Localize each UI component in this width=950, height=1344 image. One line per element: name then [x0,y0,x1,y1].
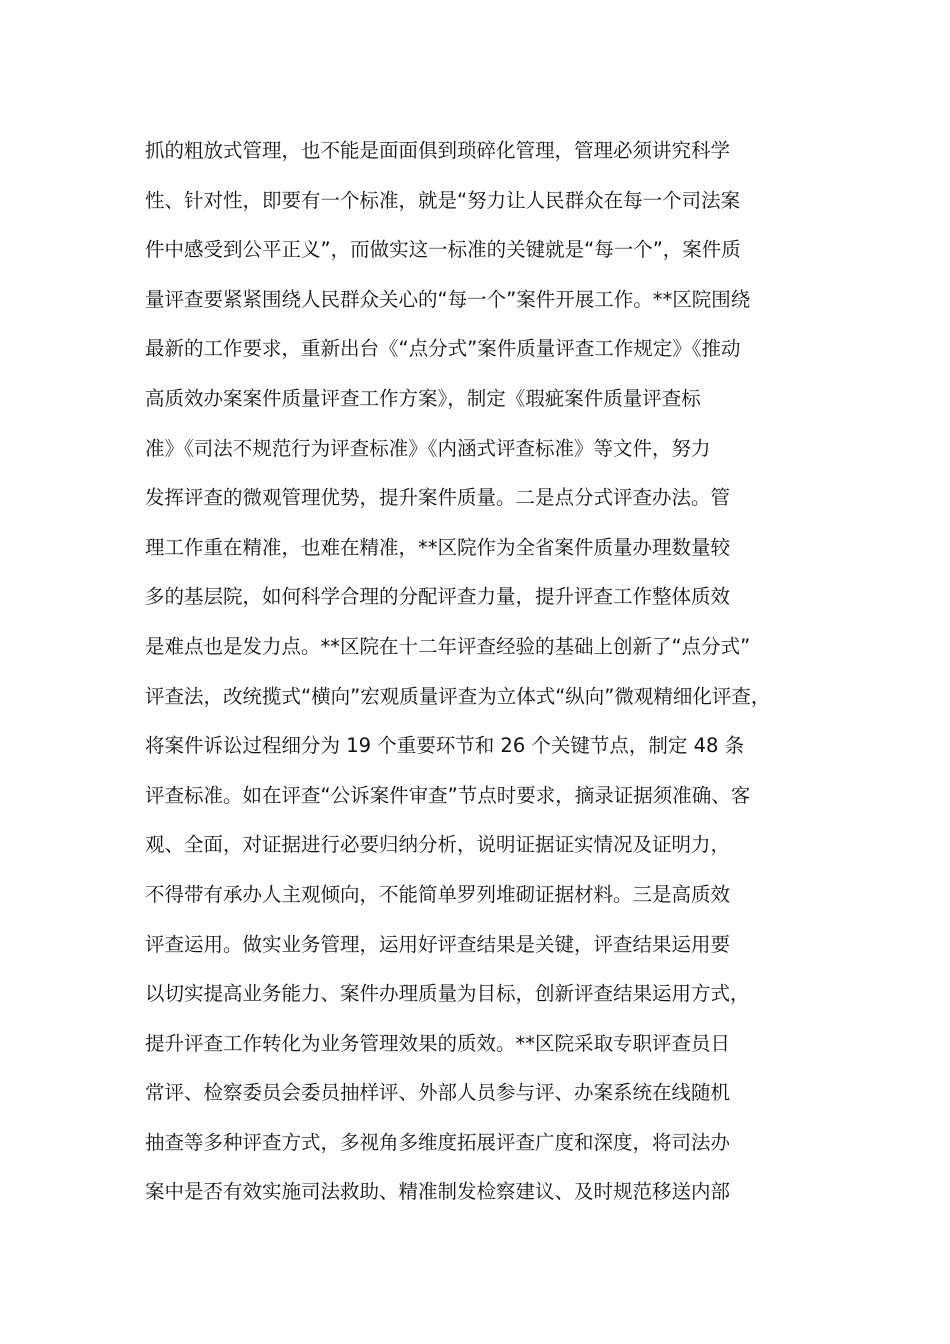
text-line: 观、全面，对证据进行必要归纳分析，说明证据证实情况及证明力， [145,833,731,857]
text-line: 发挥评查的微观管理优势，提升案件质量。二是点分式评查办法。管 [145,486,731,510]
text-line: 性、针对性，即要有一个标准，就是“努力让人民群众在每一个司法案 [145,188,741,212]
text-line: 量评查要紧紧围绕人民群众关心的“每一个”案件开展工作。**区院围绕 [145,287,751,311]
text-line: 以切实提高业务能力、案件办理质量为目标，创新评查结果运用方式， [145,982,750,1006]
text-line: 评查运用。做实业务管理，运用好评查结果是关键，评查结果运用要 [145,932,731,956]
text-line: 将案件诉讼过程细分为 19 个重要环节和 26 个关键节点，制定 48 条 [145,734,745,758]
text-line: 是难点也是发力点。**区院在十二年评查经验的基础上创新了“点分式” [145,634,751,658]
text-line: 提升评查工作转化为业务管理效果的质效。**区院采取专职评查员日 [145,1031,731,1055]
text-line: 常评、检察委员会委员抽样评、外部人员参与评、办案系统在线随机 [145,1081,731,1105]
text-line: 抽查等多种评查方式，多视角多维度拓展评查广度和深度，将司法办 [145,1130,731,1154]
text-line: 抓的粗放式管理，也不能是面面俱到琐碎化管理，管理必须讲究科学 [145,139,731,162]
body-text [145,126,835,1217]
text-line: 准》《司法不规范行为评查标准》《内涵式评查标准》等文件，努力 [145,436,711,460]
text-line: 多的基层院，如何科学合理的分配评查力量，提升评查工作整体质效 [145,585,731,609]
text-line: 件中感受到公平正义”，而做实这一标准的关键就是“每一个”，案件质 [145,238,741,262]
text-line: 评查标准。如在评查“公诉案件审查”节点时要求，摘录证据须准确、客 [145,783,751,807]
text-line: 高质效办案案件质量评查工作方案》，制定《瑕疵案件质量评查标 [145,386,701,410]
text-line: 理工作重在精准，也难在精准，**区院作为全省案件质量办理数量较 [145,535,731,559]
text-line: 评查法，改统揽式“横向”宏观质量评查为立体式“纵向”微观精细化评查， [145,684,771,708]
text-line: 不得带有承办人主观倾向，不能简单罗列堆砌证据材料。三是高质效 [145,882,731,906]
text-line: 最新的工作要求，重新出台《“点分式”案件质量评查工作规定》《推动 [145,337,741,361]
text-line: 案中是否有效实施司法救助、精准制发检察建议、及时规范移送内部 [145,1180,731,1204]
